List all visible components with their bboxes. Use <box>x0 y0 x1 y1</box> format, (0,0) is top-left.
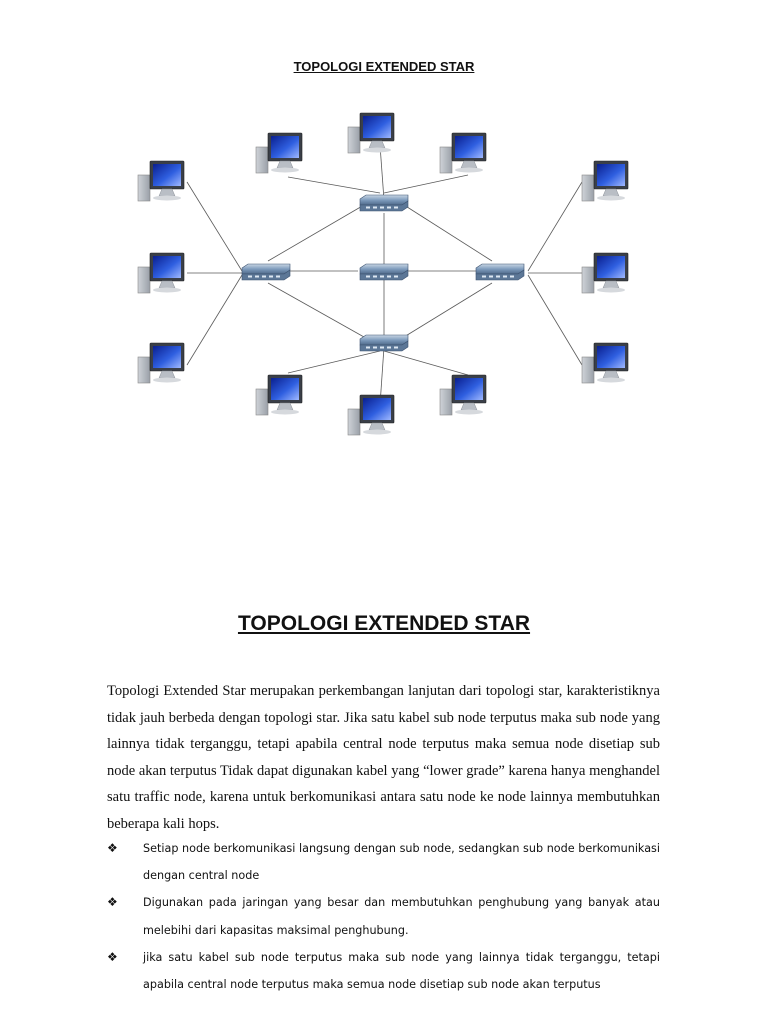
diamond-bullet-icon: ❖ <box>107 949 118 964</box>
list-item <box>107 944 660 998</box>
hub-icon <box>476 264 524 280</box>
computer-icon <box>256 133 302 173</box>
computer-icon <box>440 375 486 415</box>
computer-icon <box>582 253 628 293</box>
list-item-text: Setiap node berkomunikasi langsung dengan sub node, sedangkan sub node berkomunikasi dengan central node <box>143 842 660 883</box>
bullet-list <box>107 835 660 998</box>
diagram-title: TOPOLOGI EXTENDED STAR <box>293 59 475 74</box>
computer-icon <box>138 343 184 383</box>
computer-icon <box>348 113 394 153</box>
computer-icon <box>440 133 486 173</box>
list-item <box>107 889 660 943</box>
computer-icon <box>256 375 302 415</box>
extended-star-diagram <box>0 105 768 445</box>
diamond-bullet-icon: ❖ <box>107 895 118 910</box>
computer-icon <box>582 343 628 383</box>
diamond-bullet-icon: ❖ <box>107 841 118 855</box>
hub-icon <box>360 195 408 211</box>
list-item-text: jika satu kabel sub node terputus maka sub node yang lainnya tidak terganggu, tetapi apabila central node terputus maka semua node disetiap sub node akan terputus <box>143 950 660 992</box>
hub-icon <box>242 264 290 280</box>
hub-icon <box>360 264 408 280</box>
hub-icon <box>360 335 408 351</box>
computer-icon <box>138 161 184 201</box>
page-heading: TOPOLOGI EXTENDED STAR <box>237 612 531 635</box>
intro-paragraph: Topologi Extended Star merupakan perkembangan lanjutan dari topologi star, karakteristiknya tidak jauh berbeda dengan topologi star. Jika satu kabel sub node terputus maka sub node yang lainnya tidak terganggu, tetapi apabila central node terputus maka semua node disetiap sub node akan terputus Tidak dapat digunakan kabel yang “lower grade” karena hanya menghandel satu traffic node, karena untuk berkomunikasi antara satu node ke node lainnya membutuhkan beberapa kali hops. <box>107 683 660 832</box>
list-item-text: Digunakan pada jaringan yang besar dan membutuhkan penghubung yang banyak atau melebihi dari kapasitas maksimal penghubung. <box>143 896 660 937</box>
list-item <box>107 835 660 889</box>
computer-icon <box>582 161 628 201</box>
computer-icon <box>348 395 394 435</box>
computer-icon <box>138 253 184 293</box>
